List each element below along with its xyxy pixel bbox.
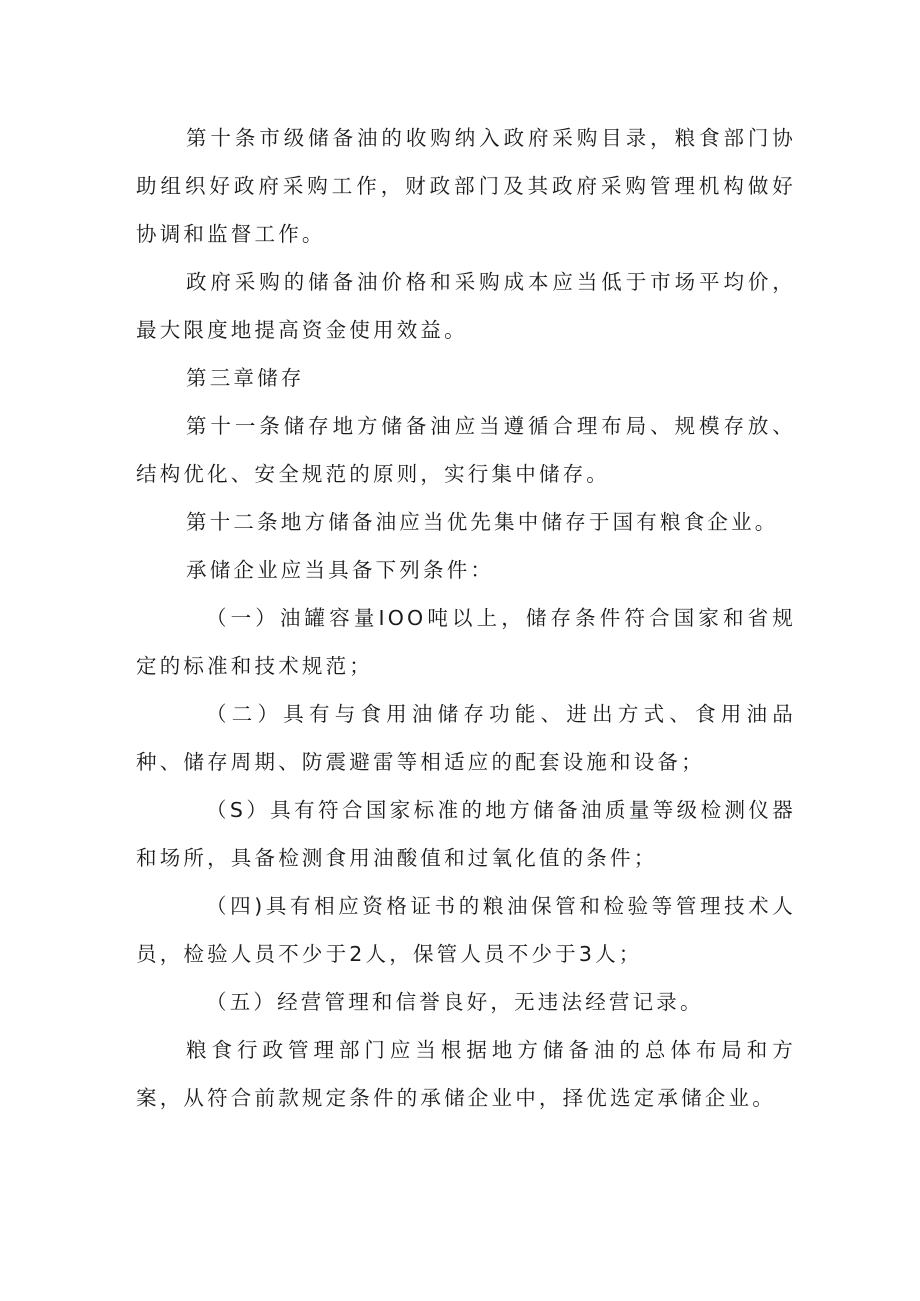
chapter-heading-storage: 第三章储存 (186, 366, 305, 390)
list-item-condition-2: （二）具有与食用油储存功能、进出方式、食用油品种、储存周期、防震避雷等相适应的配套设施和设备； (136, 702, 796, 774)
list-item-condition-4: （四)具有相应资格证书的粮油保管和检验等管理技术人员，检验人员不少于2人，保管人员不少于3人； (136, 894, 796, 966)
paragraph-article-11: 第十一条储存地方储备油应当遵循合理布局、规模存放、结构优化、安全规范的原则，实行集中储存。 (136, 414, 796, 486)
list-item-condition-1: （一）油罐容量IOO吨以上，储存条件符合国家和省规定的标准和技术规范； (136, 606, 796, 678)
paragraph-conditions-intro: 承储企业应当具备下列条件： (186, 558, 495, 582)
paragraph-article-10: 第十条市级储备油的收购纳入政府采购目录，粮食部门协助组织好政府采购工作，财政部门及其政府采购管理机构做好协调和监督工作。 (136, 126, 796, 246)
paragraph-procurement-price: 政府采购的储备油价格和采购成本应当低于市场平均价，最大限度地提高资金使用效益。 (136, 270, 796, 342)
list-item-condition-5: （五）经营管理和信誉良好，无违法经营记录。 (206, 990, 704, 1014)
list-item-condition-3: （S）具有符合国家标准的地方储备油质量等级检测仪器和场所，具备检测食用油酸值和过氧化值的条件； (136, 798, 796, 870)
paragraph-selection: 粮食行政管理部门应当根据地方储备油的总体布局和方案，从符合前款规定条件的承储企业中，择优选定承储企业。 (136, 1038, 796, 1110)
paragraph-article-12: 第十二条地方储备油应当优先集中储存于国有粮食企业。 (186, 510, 779, 534)
document-body (136, 114, 796, 1122)
